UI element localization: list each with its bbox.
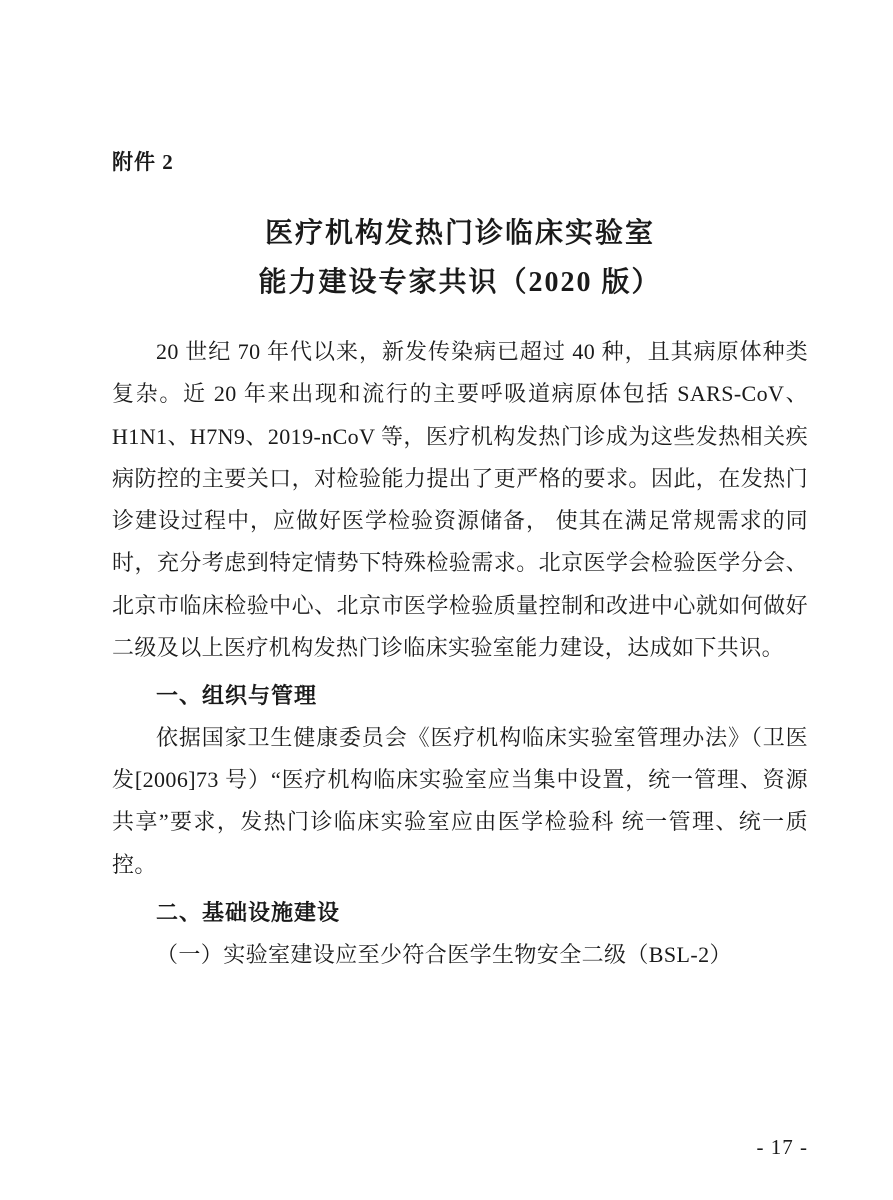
intro-paragraph: 20 世纪 70 年代以来，新发传染病已超过 40 种，且其病原体种类复杂。近 20 年来出现和流行的主要呼吸道病原体包括 SARS-CoV、H1N1、H7N9、2019-nCoV 等，医疗机构发热门诊成为这些发热相关疾病防控的主要关口，对检验能力提出了更严格的要求。因此，在发热门诊建设过程中，应做好医学检验资源储备， 使其在满足常规需求的同时，充分考虑到特定情势下特殊检验需求。北京医学会检验医学分会、北京市临床检验中心、北京市医学检验质量控制和改进中心就如何做好二级及以上医疗机构发热门诊临床实验室能力建设，达成如下共识。	[112, 339, 808, 660]
page-title-line-1: 医疗机构发热门诊临床实验室	[264, 218, 655, 250]
page-title	[112, 209, 808, 307]
page-title-line-2: 能力建设专家共识（2020 版）	[258, 267, 662, 299]
page-number: - 17 -	[756, 1135, 808, 1159]
section-one-paragraph: 依据国家卫生健康委员会《医疗机构临床实验室管理办法》（卫医发[2006]73 号）“医疗机构临床实验室应当集中设置，统一管理、资源共享”要求，发热门诊临床实验室应由医学检验科 统一管理、统一质控。	[112, 724, 808, 877]
attachment-label: 附件 2	[112, 150, 174, 174]
section-heading-one: 一、组织与管理	[156, 683, 318, 709]
section-heading-two: 二、基础设施建设	[156, 899, 341, 925]
section-two-paragraph: （一）实验室建设应至少符合医学生物安全二级（BSL-2）	[156, 941, 732, 967]
